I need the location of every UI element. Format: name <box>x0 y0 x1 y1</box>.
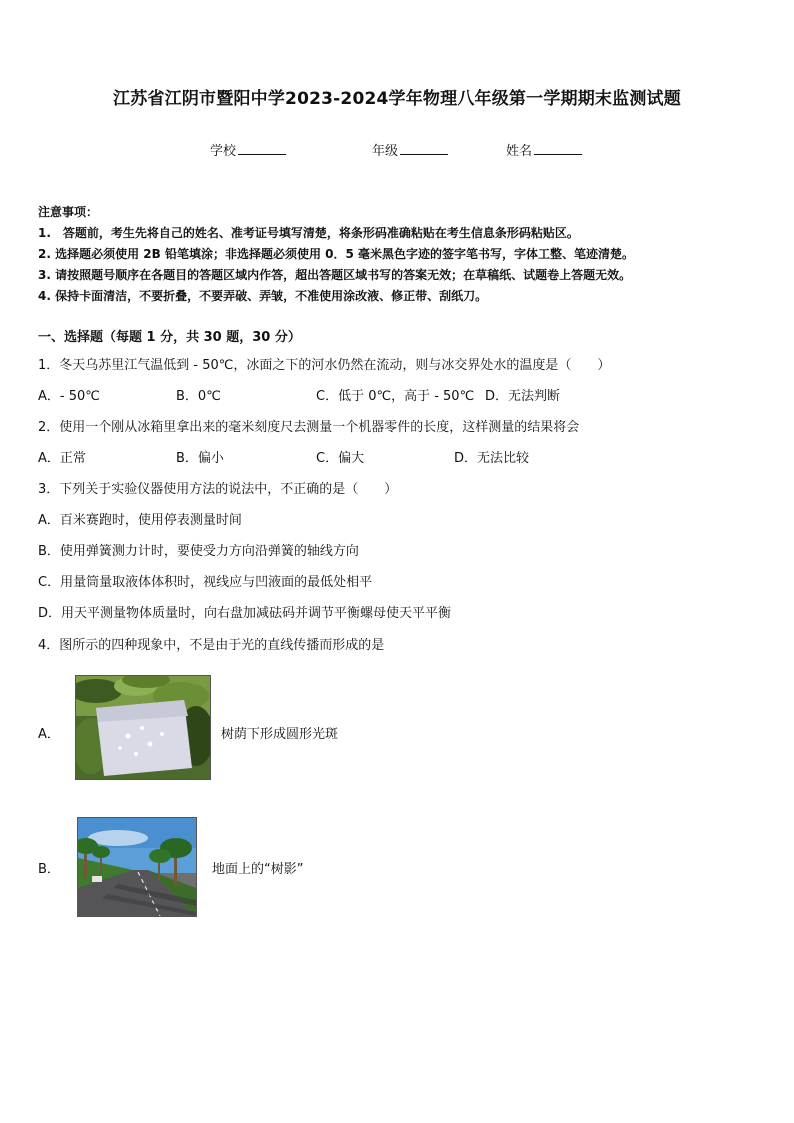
question-1-stem: 1．冬天乌苏里江气温低到 - 50℃，冰面之下的河水仍然在流动，则与冰交界处水的温度是（ ） <box>38 358 611 373</box>
question-3-stem: 3．下列关于实验仪器使用方法的说法中，不正确的是（ ） <box>38 482 398 497</box>
question-2-option-d[interactable]: D．无法比较 <box>454 451 530 466</box>
shade-light-spot-image <box>76 676 210 779</box>
question-2-option-a[interactable]: A．正常 <box>38 451 86 466</box>
question-2-stem: 2．使用一个刚从冰箱里拿出来的毫米刻度尺去测量一个机器零件的长度，这样测量的结果将会 <box>38 420 580 435</box>
tree-shadow-road-photo <box>77 817 197 917</box>
note-item: 4. 保持卡面清洁，不要折叠，不要弄破、弄皱，不准使用涂改液、修正带、刮纸刀。 <box>38 289 488 303</box>
name-field[interactable] <box>506 140 582 159</box>
question-4-stem: 4．图所示的四种现象中，不是由于光的直线传播而形成的是 <box>38 638 385 653</box>
question-4-choice-a-caption: 树荫下形成圆形光斑 <box>221 727 339 742</box>
school-blank[interactable] <box>238 141 286 155</box>
question-3-option-b[interactable]: B．使用弹簧测力计时，要使受力方向沿弹簧的轴线方向 <box>38 544 359 559</box>
school-label: 学校 <box>210 144 237 159</box>
note-item: 1. 答题前，考生先将自己的姓名、准考证号填写清楚，将条形码准确粘贴在考生信息条形码粘贴区。 <box>38 226 579 240</box>
question-1-option-c[interactable]: C．低于 0℃，高于 - 50℃ <box>316 389 475 404</box>
question-3-option-d[interactable]: D．用天平测量物体质量时，向右盘加减砝码并调节平衡螺母使天平平衡 <box>38 606 452 621</box>
tree-shadow-road-image <box>78 818 196 916</box>
student-info-row <box>0 140 794 160</box>
name-label: 姓名 <box>506 144 533 159</box>
question-1-option-d[interactable]: D．无法判断 <box>485 389 561 404</box>
notes-heading: 注意事项： <box>38 205 99 219</box>
question-1-option-a[interactable]: A．- 50℃ <box>38 389 100 404</box>
question-3-option-c[interactable]: C．用量筒量取液体体积时，视线应与凹液面的最低处相平 <box>38 575 373 590</box>
question-2-option-c[interactable]: C．偏大 <box>316 451 365 466</box>
grade-blank[interactable] <box>400 141 448 155</box>
note-item: 3. 请按照题号顺序在各题目的答题区域内作答，超出答题区域书写的答案无效；在草稿纸、试题卷上答题无效。 <box>38 268 632 282</box>
exam-title: 江苏省江阴市暨阳中学2023-2024学年物理八年级第一学期期末监测试题 <box>113 89 681 109</box>
question-3-option-a[interactable]: A．百米赛跑时，使用停表测量时间 <box>38 513 242 528</box>
section-heading: 一、选择题（每题 1 分，共 30 题，30 分） <box>38 330 301 345</box>
grade-label: 年级 <box>372 144 399 159</box>
school-field[interactable] <box>210 140 286 159</box>
note-item: 2. 选择题必须使用 2B 铅笔填涂；非选择题必须使用 0．5 毫米黑色字迹的签字笔书写，字体工整、笔迹清楚。 <box>38 247 634 261</box>
question-4-choice-b-caption: 地面上的“树影” <box>212 862 304 877</box>
name-blank[interactable] <box>534 141 582 155</box>
question-1-option-b[interactable]: B．0℃ <box>176 389 221 404</box>
question-4-choice-a-letter[interactable]: A． <box>38 727 60 742</box>
shade-light-spot-photo <box>75 675 211 780</box>
question-4-choice-b-letter[interactable]: B． <box>38 862 60 877</box>
notes-block <box>38 202 758 307</box>
question-2-option-b[interactable]: B．偏小 <box>176 451 224 466</box>
grade-field[interactable] <box>372 140 448 159</box>
